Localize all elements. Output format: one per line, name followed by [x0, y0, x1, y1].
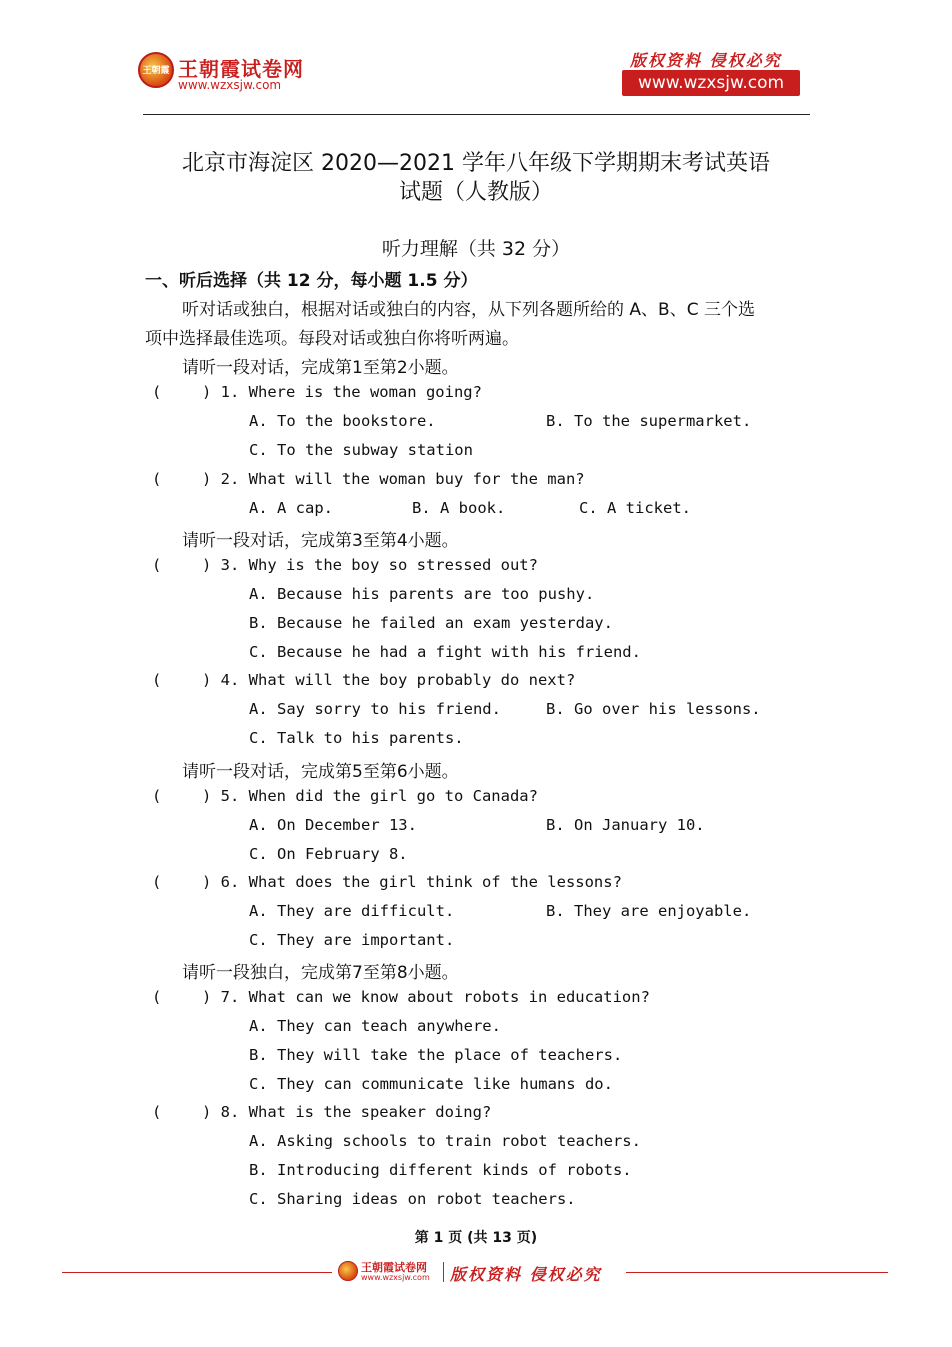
answer-paren[interactable]: (: [152, 873, 162, 891]
instruction-line2: 项中选择最佳选项。每段对话或独白你将听两遍。: [145, 329, 519, 349]
question-8-option-b: B. Introducing different kinds of robots.: [249, 1161, 632, 1179]
question-7-option-b: B. They will take the place of teachers.: [249, 1046, 623, 1064]
prompt-1: 请听一段对话，完成第1至第2小题。: [182, 358, 459, 378]
question-3-option-a: A. Because his parents are too pushy.: [249, 585, 595, 603]
footer-brand-name: 王朝霞试卷网: [361, 1261, 427, 1274]
answer-paren[interactable]: (: [152, 383, 162, 401]
question-6-option-b: B. They are enjoyable.: [546, 902, 752, 920]
question-4-stem: ) 4. What will the boy probably do next?: [202, 671, 576, 689]
footer-brand-url: www.wzxsjw.com: [361, 1273, 430, 1282]
question-8-option-c: C. Sharing ideas on robot teachers.: [249, 1190, 576, 1208]
question-5-stem: ) 5. When did the girl go to Canada?: [202, 787, 538, 805]
page-number: 第 1 页 (共 13 页): [414, 1230, 538, 1246]
footer-logo-icon: [338, 1261, 358, 1281]
section-title: 听力理解（共 32 分）: [381, 238, 571, 260]
page-title-line2: 试题（人教版）: [398, 180, 553, 205]
question-5-option-a: A. On December 13.: [249, 816, 417, 834]
question-8-stem: ) 8. What is the speaker doing?: [202, 1103, 492, 1121]
question-7-option-c: C. They can communicate like humans do.: [249, 1075, 613, 1093]
logo-icon: 王朝霞: [138, 52, 174, 88]
brand-name: 王朝霞试卷网: [178, 57, 304, 81]
part-title: 一、听后选择（共 12 分，每小题 1.5 分）: [145, 271, 478, 291]
footer-line-right: [626, 1272, 888, 1273]
question-3-stem: ) 3. Why is the boy so stressed out?: [202, 556, 538, 574]
footer-slogan: 版权资料 侵权必究: [450, 1265, 602, 1284]
question-2-option-a: A. A cap.: [249, 499, 333, 517]
question-6-stem: ) 6. What does the girl think of the lessons?: [202, 873, 622, 891]
question-5-option-b: B. On January 10.: [546, 816, 705, 834]
question-4-option-c: C. Talk to his parents.: [249, 729, 464, 747]
question-2-option-b: B. A book.: [412, 499, 506, 517]
answer-paren[interactable]: (: [152, 470, 162, 488]
header-url-box[interactable]: www.wzxsjw.com: [622, 70, 800, 96]
question-2-stem: ) 2. What will the woman buy for the man?: [202, 470, 585, 488]
question-1-stem: ) 1. Where is the woman going?: [202, 383, 482, 401]
prompt-4: 请听一段独白，完成第7至第8小题。: [182, 963, 459, 983]
answer-paren[interactable]: (: [152, 787, 162, 805]
answer-paren[interactable]: (: [152, 671, 162, 689]
prompt-3: 请听一段对话，完成第5至第6小题。: [182, 762, 459, 782]
question-6-option-a: A. They are difficult.: [249, 902, 455, 920]
question-2-option-c: C. A ticket.: [579, 499, 691, 517]
prompt-2: 请听一段对话，完成第3至第4小题。: [182, 531, 459, 551]
page-title-line1: 北京市海淀区 2020—2021 学年八年级下学期期末考试英语: [182, 151, 770, 176]
question-8-option-a: A. Asking schools to train robot teachers.: [249, 1132, 641, 1150]
answer-paren[interactable]: (: [152, 1103, 162, 1121]
question-5-option-c: C. On February 8.: [249, 845, 408, 863]
footer-separator: [443, 1262, 444, 1282]
question-4-option-b: B. Go over his lessons.: [546, 700, 761, 718]
question-3-option-b: B. Because he failed an exam yesterday.: [249, 614, 613, 632]
question-6-option-c: C. They are important.: [249, 931, 455, 949]
question-7-option-a: A. They can teach anywhere.: [249, 1017, 501, 1035]
instruction-line1: 听对话或独白，根据对话或独白的内容，从下列各题所给的 A、B、C 三个选: [182, 300, 755, 320]
footer-line-left: [62, 1272, 332, 1273]
header-divider: [143, 114, 810, 115]
header-slogan: 版权资料 侵权必究: [630, 51, 782, 70]
question-7-stem: ) 7. What can we know about robots in education?: [202, 988, 650, 1006]
answer-paren[interactable]: (: [152, 988, 162, 1006]
question-4-option-a: A. Say sorry to his friend.: [249, 700, 501, 718]
question-1-option-c: C. To the subway station: [249, 441, 473, 459]
question-3-option-c: C. Because he had a fight with his friend.: [249, 643, 641, 661]
question-1-option-b: B. To the supermarket.: [546, 412, 752, 430]
question-1-option-a: A. To the bookstore.: [249, 412, 436, 430]
answer-paren[interactable]: (: [152, 556, 162, 574]
brand-url: www.wzxsjw.com: [178, 78, 282, 92]
